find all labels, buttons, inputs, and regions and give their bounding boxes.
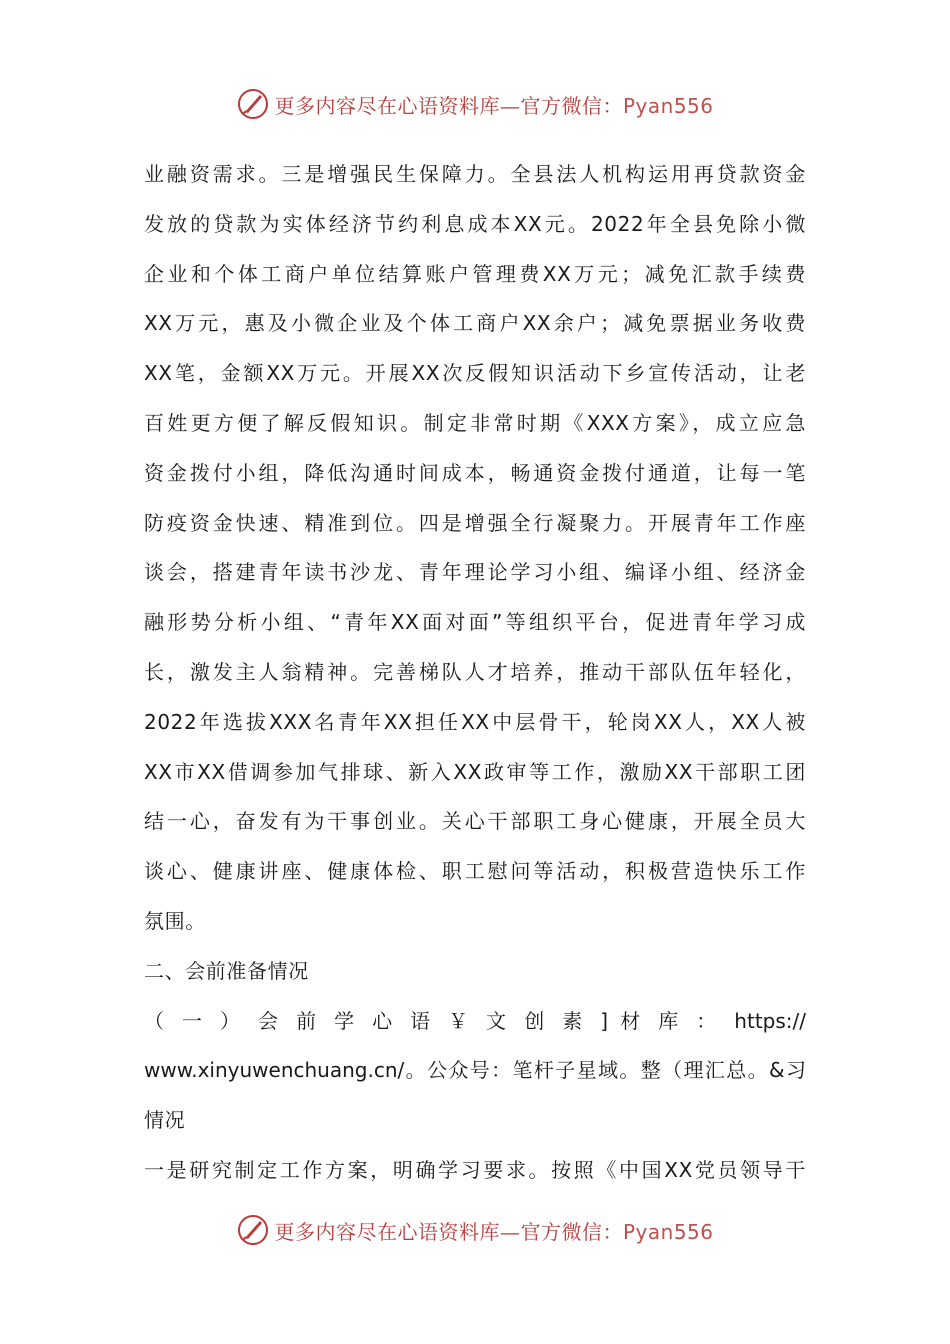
text-line: 业融资需求。三是增强民生保障力。全县法人机构运用再贷款资金: [144, 162, 806, 186]
text-line: 企业和个体工商户单位结算账户管理费XX万元；减免汇款手续费: [144, 261, 806, 286]
text-line: 防疫资金快速、精准到位。四是增强全行凝聚力。开展青年工作座: [144, 510, 806, 535]
text-line: 发放的贷款为实体经济节约利息成本XX元。2022年全县免除小微: [144, 211, 806, 236]
text-line: 一是研究制定工作方案，明确学习要求。按照《中国XX党员领导干: [144, 1157, 806, 1182]
footer-banner: [0, 1210, 950, 1250]
text-line: 谈会，搭建青年读书沙龙、青年理论学习小组、编译小组、经济金: [144, 560, 806, 585]
text-line: （ 一 ） 会 前 学 心 语 ￥ 文 创 素 ] 材 库 ： https://: [144, 1008, 806, 1033]
text-line: 2022年选拔XXX名青年XX担任XX中层骨干，轮岗XX人，XX人被: [144, 709, 806, 734]
text-line: 融形势分析小组、“青年XX面对面”等组织平台，促进青年学习成: [144, 610, 806, 635]
banner-text: 更多内容尽在心语资料库—官方微信：Pyan556: [274, 1219, 714, 1244]
text-line: 情况: [144, 1108, 186, 1133]
text-line: 百姓更方便了解反假知识。制定非常时期《XXX方案》，成立应急: [144, 410, 806, 435]
quill-logo-icon: [236, 87, 270, 121]
text-line: www.xinyuwenchuang.cn/。公众号：笔杆子星域。整（理汇总。&习: [144, 1058, 806, 1083]
banner-text: 更多内容尽在心语资料库—官方微信：Pyan556: [274, 93, 714, 118]
header-banner: [0, 84, 950, 124]
text-line: 谈心、健康讲座、健康体检、职工慰问等活动，积极营造快乐工作: [144, 859, 806, 884]
banner-handle: Pyan556: [622, 93, 714, 118]
text-line: 氛围。: [144, 908, 206, 933]
text-line: 资金拨付小组，降低沟通时间成本，畅通资金拨付通道，让每一笔: [144, 460, 806, 485]
banner-handle: Pyan556: [622, 1219, 714, 1244]
text-line: XX万元，惠及小微企业及个体工商户XX余户；减免票据业务收费: [144, 311, 806, 336]
text-line: XX市XX借调参加气排球、新入XX政审等工作，激励XX干部职工团: [144, 759, 806, 784]
text-line: 长，激发主人翁精神。完善梯队人才培养，推动干部队伍年轻化，: [144, 659, 806, 684]
text-line: XX笔，金额XX万元。开展XX次反假知识活动下乡宣传活动，让老: [144, 361, 806, 386]
quill-logo-icon: [236, 1213, 270, 1247]
document-body: [144, 150, 806, 1196]
text-line: 结一心，奋发有为干事创业。关心干部职工身心健康，开展全员大: [144, 809, 806, 834]
section-heading: 二、会前准备情况: [144, 958, 309, 983]
